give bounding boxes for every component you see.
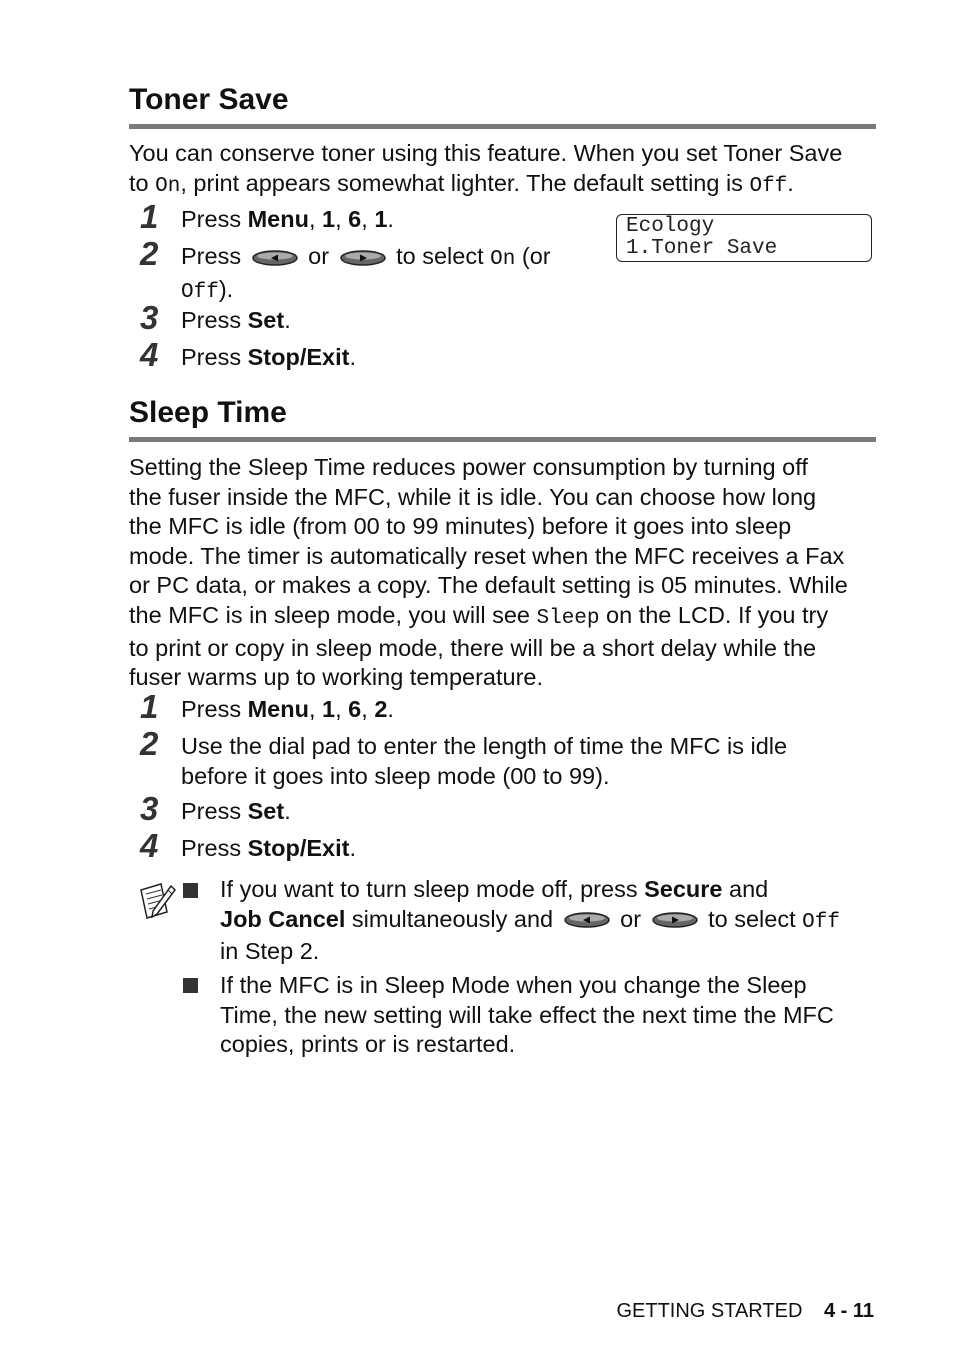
note-text: or: [620, 905, 642, 932]
step-text: Press: [181, 206, 248, 232]
key-1: 1: [322, 696, 336, 722]
step-text: .: [387, 206, 394, 232]
step-text: Press: [181, 344, 248, 370]
sep: ,: [361, 696, 375, 722]
off-setting: Off: [802, 910, 840, 934]
sleep-step-1: [181, 695, 394, 725]
stop-exit-key: Stop/Exit: [247, 835, 350, 861]
step-number: 1: [140, 688, 159, 725]
toner-save-rule: [129, 124, 876, 129]
note-line: Time, the new setting will take effect the next time the MFC: [220, 1001, 834, 1028]
para-line: fuser warms up to working temperature.: [129, 664, 544, 691]
set-key: Set: [247, 307, 285, 333]
sleep-step-2: [181, 732, 871, 791]
step-number: 3: [140, 790, 159, 827]
step-text: Press: [181, 798, 248, 824]
lcd-line-1: Ecology: [626, 215, 715, 238]
intro-line-1: You can conserve toner using this feature. When you set Toner Save: [129, 140, 843, 166]
intro-line-2: [129, 169, 879, 202]
toner-step-1: [181, 205, 394, 235]
on-setting: On: [490, 248, 516, 271]
step-text: .: [284, 307, 291, 333]
step-text: Press: [181, 696, 248, 722]
bullet-square: [183, 883, 198, 898]
sleep-lcd-text: Sleep: [536, 606, 600, 630]
sep: ,: [335, 696, 349, 722]
right-arrow-key-icon: [652, 911, 698, 929]
step-line: Use the dial pad to enter the length of time the MFC is idle: [181, 733, 788, 759]
stop-exit-key: Stop/Exit: [247, 344, 350, 370]
step-text: Press: [181, 835, 248, 861]
page-number: 4 - 11: [823, 1300, 874, 1322]
left-arrow-key-icon: [564, 911, 610, 929]
lcd-line-2: 1.Toner Save: [626, 237, 778, 260]
sep: ,: [361, 206, 375, 232]
step-text: Press: [181, 243, 242, 269]
sep: ,: [335, 206, 349, 232]
sep: ,: [308, 696, 323, 722]
job-cancel-key: Job Cancel: [220, 905, 346, 932]
note-pencil-icon: [137, 882, 177, 924]
note-line: If the MFC is in Sleep Mode when you change the Sleep: [220, 972, 807, 998]
step-text: .: [349, 344, 356, 370]
para-line: the MFC is idle (from 00 to 99 minutes) before it goes into sleep: [129, 513, 792, 540]
toner-save-intro: [129, 139, 879, 201]
step-text: .: [349, 835, 356, 861]
lcd-display: [616, 214, 872, 262]
key-6: 6: [348, 696, 362, 722]
right-arrow-key-icon: [340, 249, 386, 267]
key-1: 1: [322, 206, 336, 232]
on-setting: On: [155, 174, 181, 198]
note-text: and: [722, 876, 769, 902]
para-line: to print or copy in sleep mode, there will be a short delay while the: [129, 634, 817, 661]
step-text: (or: [515, 243, 551, 269]
note-text: simultaneously and: [345, 905, 554, 932]
para-line: [129, 601, 879, 634]
intro-text: , print appears somewhat lighter. The default setting is: [180, 169, 750, 196]
menu-key: Menu: [247, 696, 309, 722]
step-number: 4: [140, 827, 159, 864]
step-text: .: [284, 798, 291, 824]
note-2: [220, 971, 880, 1060]
toner-step-2: [181, 242, 581, 307]
note-text: to select: [708, 905, 803, 932]
key-2: 2: [374, 696, 388, 722]
toner-save-heading: Toner Save: [129, 83, 289, 116]
para-line: mode. The timer is automatically reset when the MFC receives a Fax: [129, 542, 845, 569]
intro-text: .: [787, 169, 794, 196]
bullet-square: [183, 978, 198, 993]
step-text: to select: [396, 243, 491, 269]
step-number: 2: [140, 725, 159, 762]
step-number: 2: [140, 235, 159, 272]
sleep-time-para: [129, 453, 879, 693]
step-number: 4: [140, 336, 159, 373]
sep: ,: [308, 206, 323, 232]
note-line: copies, prints or is restarted.: [220, 1031, 516, 1058]
step-text: Press: [181, 307, 248, 333]
toner-step-4: [181, 343, 356, 373]
note-text: If you want to turn sleep mode off, press: [220, 876, 645, 902]
sleep-time-rule: [129, 437, 876, 442]
para-line: or PC data, or makes a copy. The default setting is 05 minutes. While: [129, 572, 848, 599]
set-key: Set: [247, 798, 285, 824]
left-arrow-key-icon: [252, 249, 298, 267]
key-6: 6: [348, 206, 362, 232]
sleep-step-4: [181, 834, 356, 864]
sleep-time-heading: Sleep Time: [129, 396, 287, 429]
step-number: 1: [140, 198, 159, 235]
key-1: 1: [374, 206, 388, 232]
step-text: ).: [218, 275, 234, 302]
menu-key: Menu: [247, 206, 309, 232]
off-setting: Off: [181, 280, 219, 304]
para-text: the MFC is in sleep mode, you will see: [129, 601, 537, 628]
step-number: 3: [140, 299, 159, 336]
secure-key: Secure: [644, 876, 723, 902]
intro-text: to: [129, 169, 156, 196]
note-text: in Step 2.: [220, 938, 320, 965]
page-footer: [616, 1300, 874, 1323]
note-1: [220, 875, 880, 967]
step-text: or: [308, 243, 330, 269]
para-line: the fuser inside the MFC, while it is idle. You can choose how long: [129, 483, 817, 510]
sleep-step-3: [181, 797, 291, 827]
para-text: on the LCD. If you try: [599, 601, 829, 628]
footer-section: GETTING STARTED: [616, 1300, 803, 1322]
para-line: Setting the Sleep Time reduces power consumption by turning off: [129, 454, 808, 480]
off-setting: Off: [749, 174, 788, 198]
toner-step-3: [181, 306, 291, 336]
step-line: before it goes into sleep mode (00 to 99).: [181, 762, 610, 789]
step-text: .: [387, 696, 394, 722]
